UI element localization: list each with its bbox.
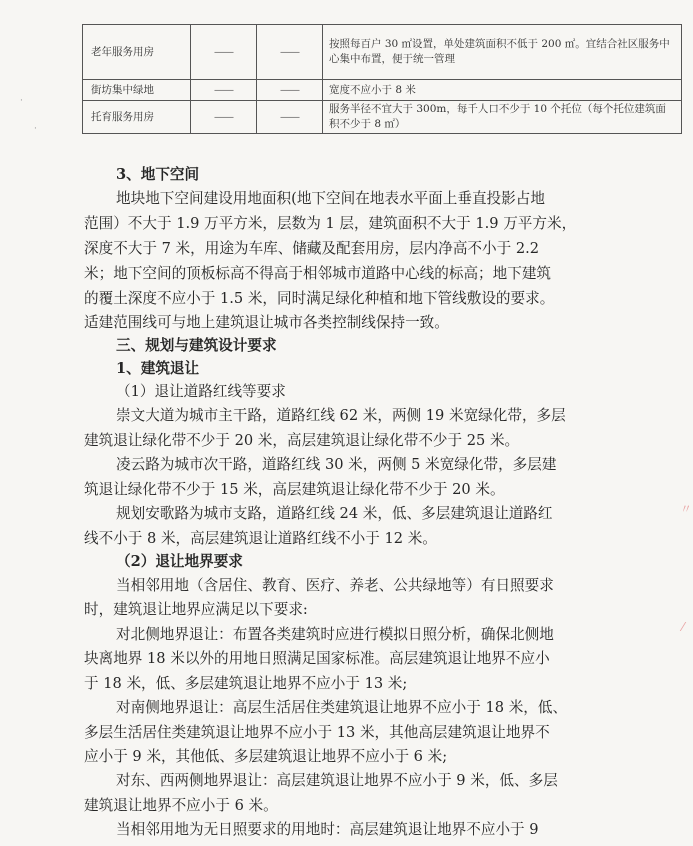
table-cell: —— bbox=[257, 25, 323, 80]
paragraph-line: 地块地下空间建设用地面积(地下空间在地表水平面上垂直投影占地 bbox=[116, 190, 545, 207]
scan-mark: · bbox=[34, 124, 37, 134]
table-row bbox=[83, 101, 682, 134]
paragraph-line: 凌云路为城市次干路，道路红线 30 米，两侧 5 米宽绿化带，多层建 bbox=[116, 456, 557, 473]
paragraph-line: 对南侧地界退让：高层生活居住类建筑退让地界不应小于 18 米，低、 bbox=[116, 699, 568, 716]
table-cell: —— bbox=[257, 80, 323, 101]
table-cell: —— bbox=[191, 25, 257, 80]
paragraph-line: 崇文大道为城市主干路，道路红线 62 米，两侧 19 米宽绿化带，多层 bbox=[116, 407, 566, 424]
table-cell: 托育服务用房 bbox=[83, 101, 191, 134]
subsection-heading: 1、建筑退让 bbox=[116, 360, 200, 377]
paragraph-line: 的覆土深度不应小于 1.5 米，同时满足绿化种植和地下管线敷设的要求。 bbox=[84, 290, 555, 307]
paragraph-line: 当相邻用地为无日照要求的用地时：高层建筑退让地界不应小于 9 bbox=[116, 821, 539, 838]
paragraph-line: 对东、西两侧地界退让：高层建筑退让地界不应小于 9 米，低、多层 bbox=[116, 772, 558, 789]
paragraph-line: 米；地下空间的顶板标高不得高于相邻城市道路中心线的标高；地下建筑 bbox=[84, 265, 552, 282]
paragraph-line: 多层生活居住类建筑退让地界不应小于 13 米，其他高层建筑退让地界不 bbox=[84, 724, 550, 741]
paragraph-line: 范围）不大于 1.9 万平方米，层数为 1 层，建筑面积不大于 1.9 万平方米， bbox=[84, 215, 577, 232]
paragraph-line: 建筑退让绿化带不少于 20 米，高层建筑退让绿化带不少于 25 米。 bbox=[84, 432, 520, 449]
table-cell: 老年服务用房 bbox=[83, 25, 191, 80]
paragraph-line: 于 18 米，低、多层建筑退让地界不应小于 13 米; bbox=[84, 675, 408, 692]
subsection-heading: （1）退让道路红线等要求 bbox=[116, 383, 286, 400]
facility-table bbox=[82, 24, 682, 134]
paragraph-line: 线不小于 8 米，高层建筑退让道路红线不小于 12 米。 bbox=[84, 530, 437, 547]
section-heading: 三、规划与建筑设计要求 bbox=[116, 337, 277, 354]
section-heading: 3、地下空间 bbox=[116, 166, 200, 183]
table-cell: —— bbox=[191, 101, 257, 134]
paragraph-line: 块离地界 18 米以外的用地日照满足国家标准。高层建筑退让地界不应小 bbox=[84, 650, 550, 667]
scan-mark: · bbox=[20, 96, 23, 106]
paragraph-line: 应小于 9 米，其他低、多层建筑退让地界不应小于 6 米; bbox=[84, 748, 448, 765]
table-row bbox=[83, 25, 682, 80]
paragraph-line: 建筑退让地界不应小于 6 米。 bbox=[84, 797, 278, 814]
table-cell: 宽度不应小于 8 米 bbox=[323, 80, 682, 101]
paragraph-line: 深度不大于 7 米，用途为车库、储藏及配套用房，层内净高不小于 2.2 bbox=[84, 240, 540, 257]
paragraph-line: 时，建筑退让地界应满足以下要求: bbox=[84, 601, 308, 618]
table-cell: 街坊集中绿地 bbox=[83, 80, 191, 101]
subsection-heading: （2）退让地界要求 bbox=[116, 553, 243, 570]
table-cell: —— bbox=[191, 80, 257, 101]
paragraph-line: 适建范围线可与地上建筑退让城市各类控制线保持一致。 bbox=[84, 314, 449, 331]
table-cell: 按照每百户 30 ㎡设置，单处建筑面积不低于 200 ㎡。宜结合社区服务中心集中布置，便于统一管理 bbox=[323, 25, 682, 80]
table-row bbox=[83, 80, 682, 101]
paragraph-line: 规划安歌路为城市支路，道路红线 24 米，低、多层建筑退让道路红 bbox=[116, 505, 553, 522]
paragraph-line: 筑退让绿化带不少于 15 米，高层建筑退让绿化带不少于 20 米。 bbox=[84, 481, 505, 498]
paragraph-line: 对北侧地界退让：布置各类建筑时应进行模拟日照分析，确保北侧地 bbox=[116, 626, 554, 643]
paragraph-line: 当相邻用地（含居住、教育、医疗、养老、公共绿地等）有日照要求 bbox=[116, 577, 554, 594]
table-cell: 服务半径不宜大于 300m，每千人口不少于 10 个托位（每个托位建筑面积不少于 8 ㎡） bbox=[323, 101, 682, 134]
seal-stamp-fragment: 〃 bbox=[680, 502, 693, 516]
seal-stamp-fragment: ⁄ bbox=[682, 620, 685, 634]
table-cell: —— bbox=[257, 101, 323, 134]
